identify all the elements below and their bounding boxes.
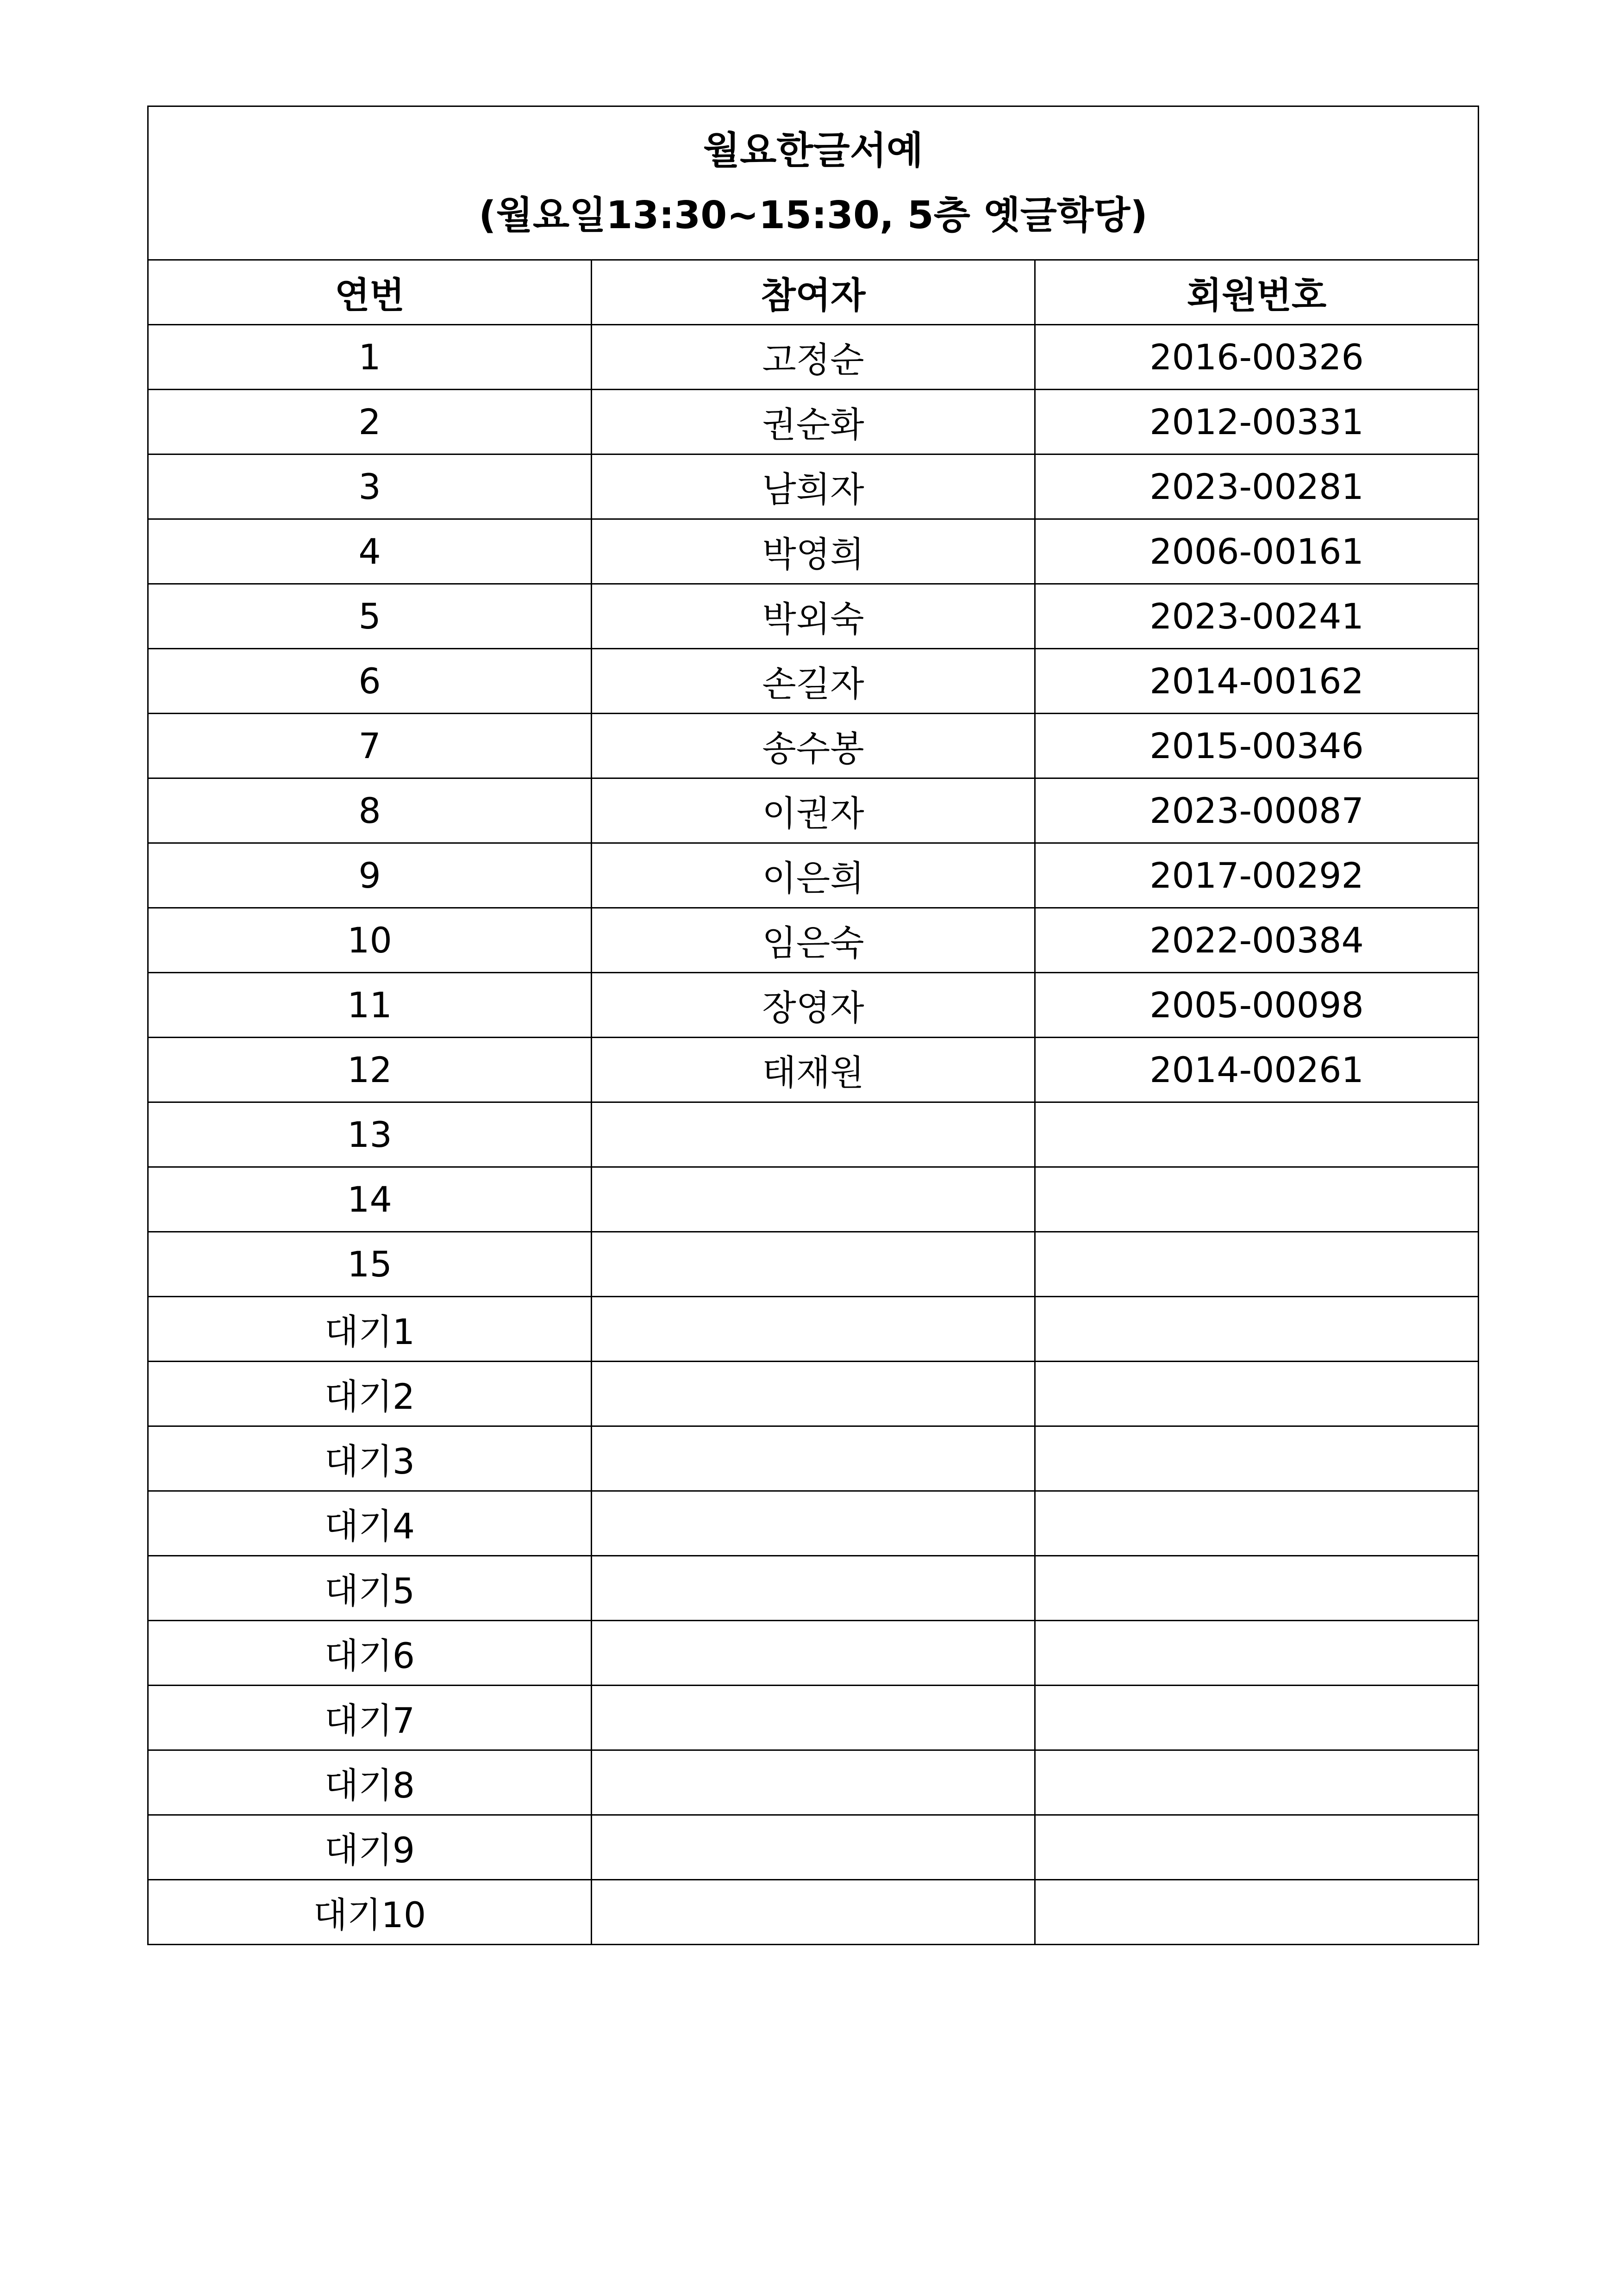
cell-member-id: 2023-00087 (1035, 778, 1479, 843)
cell-no: 10 (148, 908, 592, 973)
cell-member-id: 2016-00326 (1035, 325, 1479, 390)
table-row (148, 1686, 1479, 1750)
cell-member-id: 2005-00098 (1035, 973, 1479, 1038)
cell-no: 15 (148, 1232, 592, 1297)
cell-participant (592, 1815, 1035, 1880)
cell-member-id: 2006-00161 (1035, 519, 1479, 584)
table-row (148, 714, 1479, 778)
table-row (148, 1491, 1479, 1556)
table-row (148, 519, 1479, 584)
table-row (148, 584, 1479, 649)
cell-no: 대기8 (148, 1750, 592, 1815)
table-row (148, 778, 1479, 843)
cell-no: 대기1 (148, 1297, 592, 1362)
table-row (148, 390, 1479, 454)
cell-no: 13 (148, 1102, 592, 1167)
cell-participant: 박외숙 (592, 584, 1035, 649)
cell-no: 9 (148, 843, 592, 908)
cell-participant (592, 1102, 1035, 1167)
cell-member-id: 2017-00292 (1035, 843, 1479, 908)
cell-no: 대기3 (148, 1426, 592, 1491)
cell-no: 3 (148, 454, 592, 519)
cell-member-id (1035, 1686, 1479, 1750)
table-row (148, 1167, 1479, 1232)
cell-member-id (1035, 1102, 1479, 1167)
table-row (148, 908, 1479, 973)
cell-no: 대기6 (148, 1621, 592, 1686)
cell-participant: 태재원 (592, 1038, 1035, 1102)
table-row (148, 1102, 1479, 1167)
table-row (148, 1815, 1479, 1880)
cell-participant (592, 1426, 1035, 1491)
cell-participant: 장영자 (592, 973, 1035, 1038)
cell-participant (592, 1167, 1035, 1232)
cell-member-id (1035, 1880, 1479, 1945)
cell-participant (592, 1621, 1035, 1686)
cell-participant (592, 1880, 1035, 1945)
cell-participant: 이권자 (592, 778, 1035, 843)
cell-no: 2 (148, 390, 592, 454)
title-line-1: 월요한글서예 (703, 128, 924, 173)
cell-participant: 송수봉 (592, 714, 1035, 778)
table-row (148, 1750, 1479, 1815)
cell-no: 대기5 (148, 1556, 592, 1621)
cell-no: 대기2 (148, 1362, 592, 1426)
cell-member-id (1035, 1750, 1479, 1815)
cell-participant: 박영희 (592, 519, 1035, 584)
cell-participant (592, 1750, 1035, 1815)
cell-no: 4 (148, 519, 592, 584)
cell-no: 대기9 (148, 1815, 592, 1880)
cell-participant (592, 1232, 1035, 1297)
table-row (148, 1038, 1479, 1102)
cell-participant (592, 1362, 1035, 1426)
table-row (148, 843, 1479, 908)
cell-participant (592, 1556, 1035, 1621)
column-header-participant: 참여자 (592, 260, 1035, 325)
cell-participant: 남희자 (592, 454, 1035, 519)
cell-no: 7 (148, 714, 592, 778)
cell-participant: 고정순 (592, 325, 1035, 390)
cell-member-id (1035, 1232, 1479, 1297)
cell-member-id (1035, 1426, 1479, 1491)
cell-no: 12 (148, 1038, 592, 1102)
cell-participant: 이은희 (592, 843, 1035, 908)
cell-no: 6 (148, 649, 592, 714)
table-row (148, 454, 1479, 519)
cell-member-id: 2014-00261 (1035, 1038, 1479, 1102)
table-row (148, 1556, 1479, 1621)
cell-member-id (1035, 1167, 1479, 1232)
cell-member-id: 2014-00162 (1035, 649, 1479, 714)
cell-participant (592, 1297, 1035, 1362)
column-header-no: 연번 (148, 260, 592, 325)
table-row (148, 325, 1479, 390)
table-body (148, 325, 1479, 1945)
cell-member-id: 2022-00384 (1035, 908, 1479, 973)
cell-participant (592, 1686, 1035, 1750)
title-line-2: (월요일13:30~15:30, 5층 옛글학당) (479, 193, 1148, 237)
table-title (148, 106, 1479, 260)
cell-no: 5 (148, 584, 592, 649)
cell-participant: 손길자 (592, 649, 1035, 714)
cell-no: 1 (148, 325, 592, 390)
table-row (148, 1297, 1479, 1362)
cell-no: 8 (148, 778, 592, 843)
table-row (148, 1232, 1479, 1297)
table-row (148, 973, 1479, 1038)
cell-member-id (1035, 1362, 1479, 1426)
column-header-member-id: 회원번호 (1035, 260, 1479, 325)
cell-participant (592, 1491, 1035, 1556)
table-row (148, 1880, 1479, 1945)
cell-no: 대기4 (148, 1491, 592, 1556)
cell-member-id: 2012-00331 (1035, 390, 1479, 454)
cell-no: 11 (148, 973, 592, 1038)
cell-member-id: 2015-00346 (1035, 714, 1479, 778)
table-row (148, 1621, 1479, 1686)
cell-member-id: 2023-00241 (1035, 584, 1479, 649)
table-row (148, 1426, 1479, 1491)
cell-member-id (1035, 1621, 1479, 1686)
cell-member-id (1035, 1815, 1479, 1880)
cell-no: 14 (148, 1167, 592, 1232)
cell-participant: 권순화 (592, 390, 1035, 454)
cell-no: 대기10 (148, 1880, 592, 1945)
cell-member-id: 2023-00281 (1035, 454, 1479, 519)
attendance-table (147, 106, 1479, 1945)
cell-no: 대기7 (148, 1686, 592, 1750)
header-row (148, 260, 1479, 325)
cell-participant: 임은숙 (592, 908, 1035, 973)
cell-member-id (1035, 1491, 1479, 1556)
table-row (148, 1362, 1479, 1426)
table-row (148, 649, 1479, 714)
cell-member-id (1035, 1297, 1479, 1362)
cell-member-id (1035, 1556, 1479, 1621)
